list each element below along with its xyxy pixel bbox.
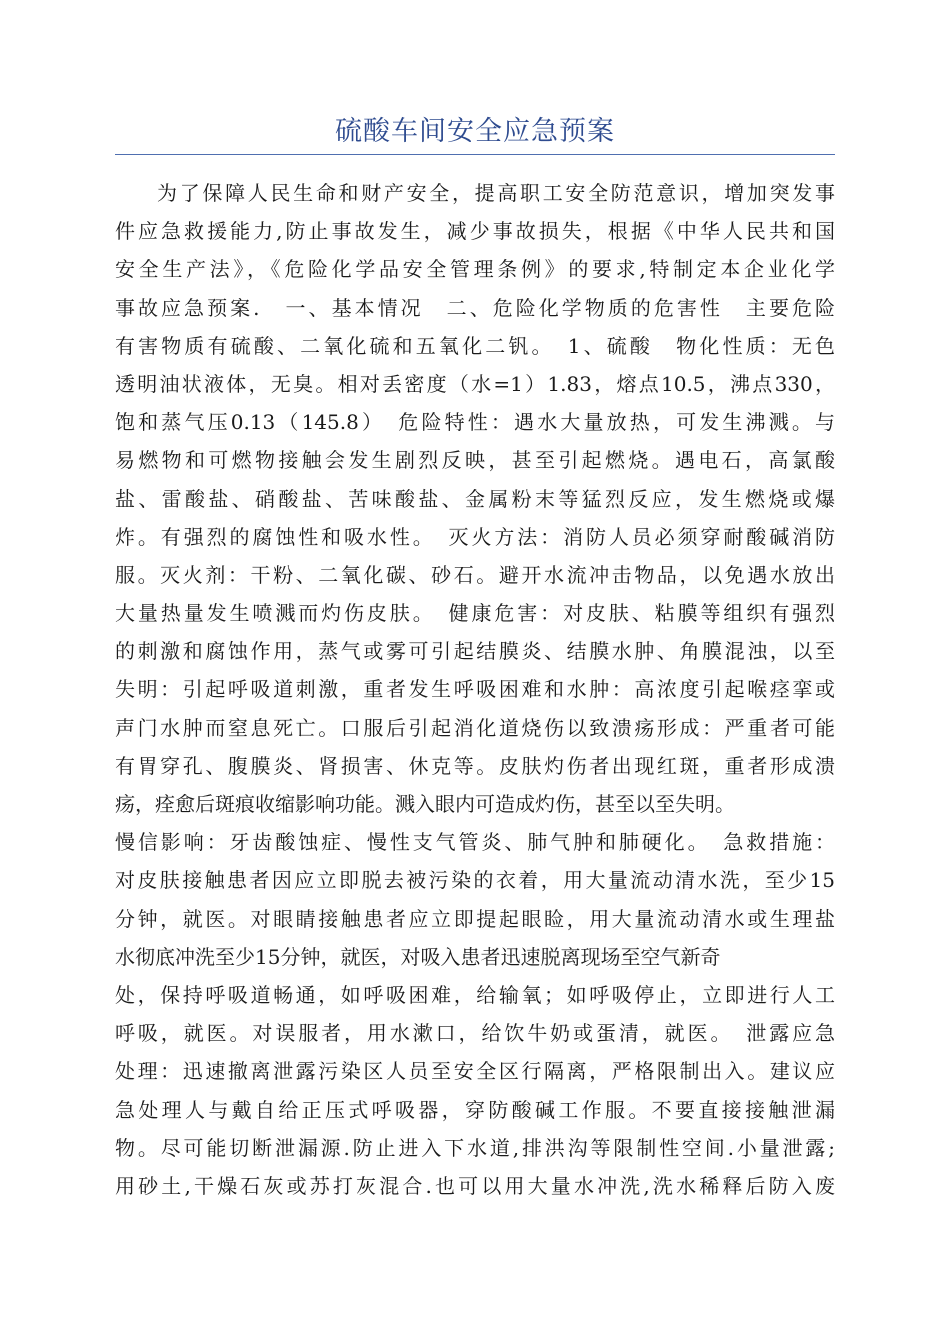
body-line: 盐、雷酸盐、硝酸盐、苦味酸盐、金属粉末等猛烈反应，发生燃烧或爆: [115, 486, 835, 511]
body-line: 水彻底冲洗至少15分钟，就医，对吸入患者迅速脱离现场至空气新奇: [115, 944, 721, 969]
body-line: 声门水肿而窒息死亡。口服后引起消化道烧伤以致溃疡形成：严重者可能: [115, 715, 835, 740]
body-line: 易燃物和可燃物接触会发生剧烈反映，甚至引起燃烧。遇电石，高氯酸: [115, 448, 835, 473]
body-line: 失明：引起呼吸道刺激，重者发生呼吸困难和水肿：高浓度引起喉痉挛或: [115, 677, 835, 702]
body-line: 用砂土,干燥石灰或苏打灰混合.也可以用大量水冲洗,洗水稀释后防入废: [115, 1173, 835, 1198]
body-line: 件应急救援能力,防止事故发生，减少事故损失，根据《中华人民共和国: [115, 219, 835, 244]
body-line: 透明油状液体，无臭。相对丢密度（水=1）1.83，熔点10.5，沸点330，: [115, 371, 835, 396]
body-line: 处，保持呼吸道畅通，如呼吸困难，给输氧；如呼吸停止，立即进行人工: [115, 982, 835, 1007]
body-line: 呼吸，就医。对误服者，用水漱口，给饮牛奶或蛋清，就医。 泄露应急: [115, 1021, 835, 1046]
document-body: [115, 174, 835, 1205]
body-line: 服。灭火剂：干粉、二氧化碳、砂石。避开水流冲击物品，以免遇水放出: [115, 562, 835, 587]
body-line: 的刺激和腐蚀作用，蒸气或雾可引起结膜炎、结膜水肿、角膜混浊，以至: [115, 639, 835, 664]
body-line: 分钟，就医。对眼睛接触患者应立即提起眼睑，用大量流动清水或生理盐: [115, 906, 835, 931]
document-title: 硫酸车间安全应急预案: [335, 116, 615, 147]
body-line: 有害物质有硫酸、二氧化硫和五氧化二钒。 1、硫酸 物化性质：无色: [115, 333, 835, 358]
body-line: 有胃穿孔、腹膜炎、肾损害、休克等。皮肤灼伤者出现红斑，重者形成溃: [115, 753, 835, 778]
body-line: 急处理人与戴自给正压式呼吸器，穿防酸碱工作服。不要直接接触泄漏: [115, 1097, 835, 1122]
body-line: 疡，痊愈后斑痕收缩影响功能。溅入眼内可造成灼伤，甚至以至失明。: [115, 792, 735, 816]
body-line: 大量热量发生喷溅而灼伤皮肤。 健康危害：对皮肤、粘膜等组织有强烈: [115, 601, 835, 626]
body-line: 事故应急预案. 一、基本情况 二、危险化学物质的危害性 主要危险: [115, 295, 835, 320]
body-line: 对皮肤接触患者因应立即脱去被污染的衣着，用大量流动清水洗，至少15: [115, 868, 835, 893]
body-line: 饱和蒸气压0.13（145.8） 危险特性：遇水大量放热，可发生沸溅。与: [115, 410, 835, 435]
body-line: 安全生产法》，《危险化学品安全管理条例》的要求,特制定本企业化学: [115, 257, 835, 282]
body-line: 处理：迅速撤离泄露污染区人员至安全区行隔离，严格限制出入。建议应: [115, 1059, 835, 1084]
body-line: 为了保障人民生命和财产安全，提高职工安全防范意识，增加突发事: [157, 181, 835, 205]
title-underline: [115, 154, 835, 155]
body-line: 慢信影响：牙齿酸蚀症、慢性支气管炎、肺气肿和肺硬化。 急救措施：: [115, 830, 835, 855]
body-line: 炸。有强烈的腐蚀性和吸水性。 灭火方法：消防人员必须穿耐酸碱消防: [115, 524, 835, 549]
body-line: 物。尽可能切断泄漏源.防止进入下水道,排洪沟等限制性空间.小量泄露;: [115, 1135, 835, 1160]
